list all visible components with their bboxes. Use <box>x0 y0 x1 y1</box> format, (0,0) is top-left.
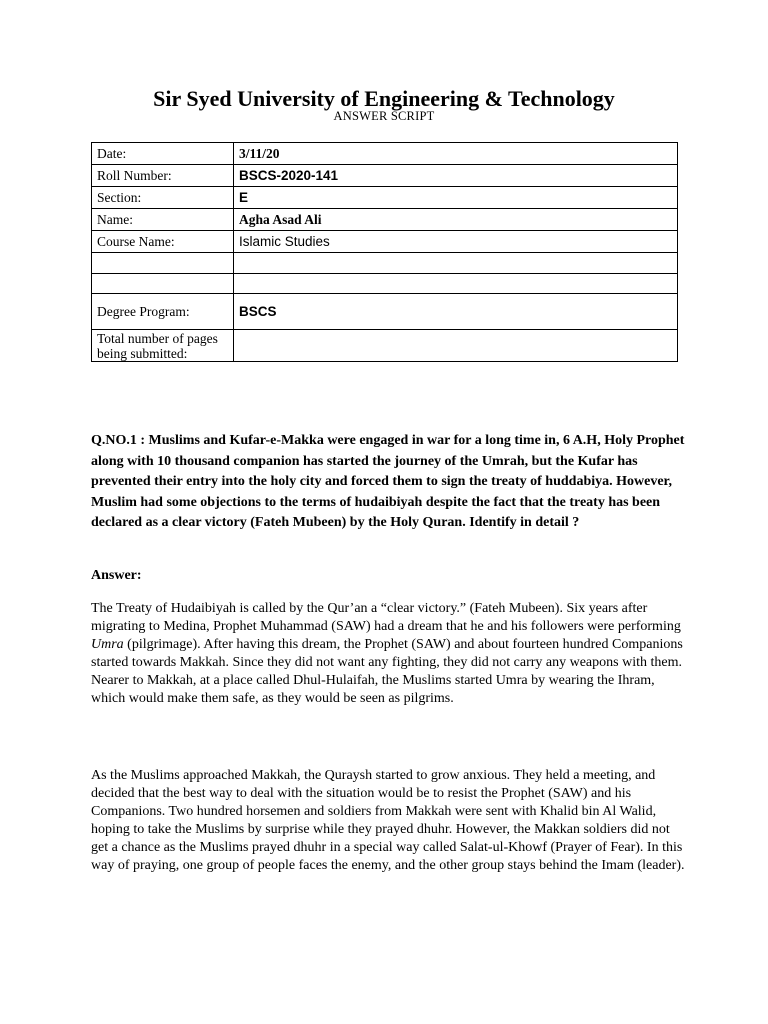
answer-label: Answer: <box>91 568 142 583</box>
table-row-name <box>92 209 678 231</box>
blank-cell <box>234 274 678 294</box>
student-info-table <box>91 142 678 362</box>
blank-cell <box>234 253 678 274</box>
answer-script-subtitle: ANSWER SCRIPT <box>333 109 435 123</box>
name-label: Name: <box>92 209 234 231</box>
table-row-roll-number <box>92 165 678 187</box>
answer-paragraph-1 <box>91 600 686 709</box>
question-text: Q.NO.1 : Muslims and Kufar-e-Makka were engaged in war for a long time in, 6 A.H, Holy Prophet along with 10 thousand companion has started the journey of the Umrah, but the Kufar has prevented their entry into the holy city and forced them to sign the treaty of huddabiya. However, Muslim had some objections to the terms of hudaibiyah despite the fact that the treaty has been declared as a clear victory (Fateh Mubeen) by the Holy Quran. Identify in detail ? <box>91 433 685 531</box>
table-row-total-pages <box>92 330 678 362</box>
university-title: Sir Syed University of Engineering & Technology <box>153 86 615 111</box>
table-row-date <box>92 143 678 165</box>
total-pages-label-line1: Total number of pages <box>97 330 218 346</box>
degree-program-value: BSCS <box>234 294 678 330</box>
course-name-label: Course Name: <box>92 231 234 253</box>
answer-paragraph-2: As the Muslims approached Makkah, the Quraysh started to grow anxious. They held a meeting, and decided that the best way to deal with the situation would be to resist the Prophet (SAW) and his Companions. Two hundred horsemen and soldiers from Makkah were sent with Khalid bin Al Walid, hoping to take the Muslims by surprise while they prayed dhuhr. However, the Makkan soldiers did not get a chance as the Muslims prayed dhuhr in a special way called Salat-ul-Khowf (Prayer of Fear). In this way of praying, one group of people faces the enemy, and the other group stays behind the Imam (leader). <box>91 768 685 874</box>
total-pages-label <box>92 330 234 362</box>
name-value: Agha Asad Ali <box>234 209 678 231</box>
degree-program-label: Degree Program: <box>92 294 234 330</box>
table-row-blank <box>92 253 678 274</box>
date-label: Date: <box>92 143 234 165</box>
table-row-degree-program <box>92 294 678 330</box>
section-label: Section: <box>92 187 234 209</box>
total-pages-value <box>234 330 678 362</box>
roll-number-value: BSCS-2020-141 <box>234 165 678 187</box>
umra-italic-word: Umra <box>91 637 124 653</box>
answer-paragraph-1-end: (pilgrimage). After having this dream, the Prophet (SAW) and about fourteen hundred Companions started towards Makkah. Since they did not want any fighting, they did not carry any weapons with them. Nearer to Makkah, at a place called Dhul-Hulaifah, the Muslims started Umra by wearing the Ihram, which would make them safe, as they would be seen as pilgrims. <box>91 637 683 707</box>
date-value: 3/11/20 <box>234 143 678 165</box>
blank-cell <box>92 253 234 274</box>
course-name-value: Islamic Studies <box>234 231 678 253</box>
table-row-course-name <box>92 231 678 253</box>
blank-cell <box>92 274 234 294</box>
table-row-section <box>92 187 678 209</box>
total-pages-label-line2: being submitted: <box>97 345 188 361</box>
table-row-blank <box>92 274 678 294</box>
section-value: E <box>234 187 678 209</box>
answer-paragraph-1-start: The Treaty of Hudaibiyah is called by the Qur’an a “clear victory.” (Fateh Mubeen). Six years after migrating to Medina, Prophet Muhammad (SAW) had a dream that he and his followers were performing <box>91 601 681 635</box>
roll-number-label: Roll Number: <box>92 165 234 187</box>
